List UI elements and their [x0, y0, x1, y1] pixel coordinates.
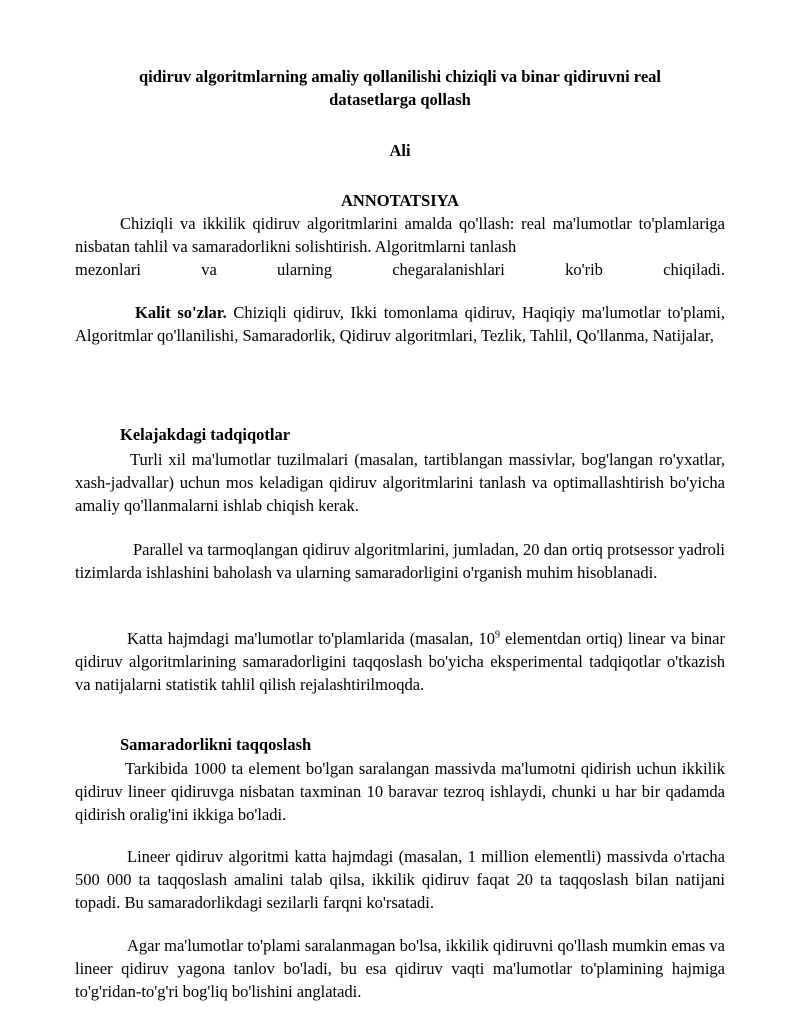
keywords-text: Chiziqli qidiruv, Ikki tomonlama qidiruv, Haqiqiy ma'lumotlar to'plami, Algoritmlar qo'llanilishi, Samaradorlik, Qidiruv algoritmlari, Tezlik, Tahlil, Qo'llanma, Natijalar, [75, 303, 725, 345]
author-name: Ali [389, 141, 411, 160]
abstract-text [75, 212, 725, 258]
abstract-heading: ANNOTATSIYA [341, 191, 459, 210]
title-line-1: qidiruv algoritmlarning amaliy qollanilishi chiziqli va binar qidiruvni real [139, 67, 661, 86]
future-research-paragraph-2: Parallel va tarmoqlangan qidiruv algoritmlarini, jumladan, 20 dan ortiq protsessor yadroli tizimlarda ishlashini baholash va ularning samaradorligini o'rganish muhim hisoblanadi. [75, 540, 725, 582]
paper-title [75, 65, 725, 111]
performance-paragraph-3: Agar ma'lumotlar to'plami saralanmagan bo'lsa, ikkilik qidiruvni qo'llash mumkin emas va lineer qidiruv yagona tanlov bo'ladi, bu esa qidiruv vaqti ma'lumotlar to'plamining hajmiga to'g'ridan-to'g'ri bog'liq bo'lishini anglatadi. [75, 936, 725, 1001]
future-research-paragraph-3 [75, 627, 725, 696]
abstract-text-last-line: mezonlari va ularning chegaralanishlari ko'rib chiqiladi. [75, 260, 725, 279]
keywords-paragraph [75, 301, 725, 347]
p3-text-after: elementdan ortiq) linear va binar qidiruv algoritmlarining samaradorligini taqqoslash bo'yicha eksperimental tadqiqotlar o'tkazish va natijalarni statistik tahlil qilish rejalashtirilmoqda. [75, 629, 725, 694]
future-research-paragraph-1: Turli xil ma'lumotlar tuzilmalari (masalan, tartiblangan massivlar, bog'langan ro'yxatlar, xash-jadvallar) uchun mos keladigan qidiruv algoritmlarini tanlash va optimallashtirish bo'yicha amaliy qo'llanmalarni ishlab chiqish kerak. [75, 450, 725, 515]
performance-paragraph-2: Lineer qidiruv algoritmi katta hajmdagi (masalan, 1 million elementli) massivda o'rtacha 500 000 ta taqqoslash amalini talab qilsa, ikkilik qidiruv faqat 20 ta taqqoslash bilan natijani topadi. Bu samaradorlikdagi sezilarli farqni ko'rsatadi. [75, 847, 725, 912]
keywords-label: Kalit so'zlar. [135, 303, 227, 322]
title-line-2: datasetlarga qollash [329, 90, 471, 109]
p3-exponent: 9 [494, 629, 500, 641]
section-heading-performance-comparison: Samaradorlikni taqqoslash [120, 735, 312, 754]
p3-text-before: Katta hajmdagi ma'lumotlar to'plamlarida (masalan, 10 [127, 629, 495, 648]
performance-paragraph-1: Tarkibida 1000 ta element bo'lgan saralangan massivda ma'lumotni qidirish uchun ikkilik qidiruv lineer qidiruvga nisbatan taxminan 10 baravar tezroq ishlaydi, chunki u har bir qadamda qidirish oralig'ini ikkiga bo'ladi. [75, 759, 725, 824]
section-heading-future-research: Kelajakdagi tadqiqotlar [120, 425, 291, 444]
abstract-text-main: Chiziqli va ikkilik qidiruv algoritmlarini amalda qo'llash: real ma'lumotlar to'plamlariga nisbatan tahlil va samaradorlikni solishtirish. Algoritmlarni tanlash [75, 214, 725, 256]
